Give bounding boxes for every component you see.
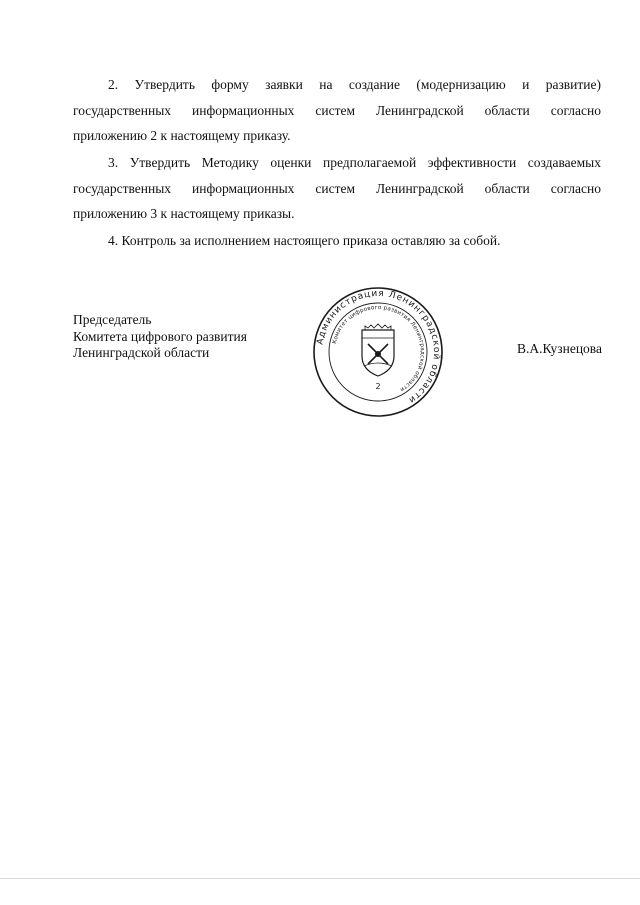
svg-text:Администрация Ленинградской об: Администрация Ленинградской области (315, 288, 442, 406)
paragraph-line: приложению 2 к настоящему приказу. (73, 128, 291, 143)
signatory-position-line: Комитета цифрового развития (73, 328, 247, 344)
coat-of-arms-icon (362, 324, 394, 376)
paragraph-line: государственных информационных систем Ленинградской области согласно (73, 180, 601, 196)
signatory-position (73, 312, 247, 362)
paragraph-item-2 (73, 72, 601, 149)
paragraph-line: 2. Утвердить форму заявки на создание (модернизацию и развитие) (108, 77, 601, 92)
signatory-position-line: Ленинградской области (73, 345, 210, 360)
signatory-position-line: Председатель (73, 312, 152, 327)
page-bottom-divider (0, 878, 640, 879)
paragraph-line: приложению 3 к настоящему приказы. (73, 206, 295, 221)
paragraph-item-4 (73, 228, 601, 254)
paragraph-item-3 (73, 150, 601, 227)
official-seal (312, 286, 444, 418)
signatory-name: В.А.Кузнецова (517, 341, 602, 356)
seal-inner-text (332, 305, 425, 393)
svg-text:Комитет цифрового развития Лен: Комитет цифрового развития Ленинградской области (331, 304, 426, 393)
seal-number: 2 (375, 382, 381, 391)
paragraph-line: 4. Контроль за исполнением настоящего приказа оставляю за собой. (108, 233, 501, 248)
paragraph-line: государственных информационных систем Ленинградской области согласно (73, 102, 601, 118)
paragraph-line: 3. Утвердить Методику оценки предполагаемой эффективности создаваемых (108, 155, 601, 170)
